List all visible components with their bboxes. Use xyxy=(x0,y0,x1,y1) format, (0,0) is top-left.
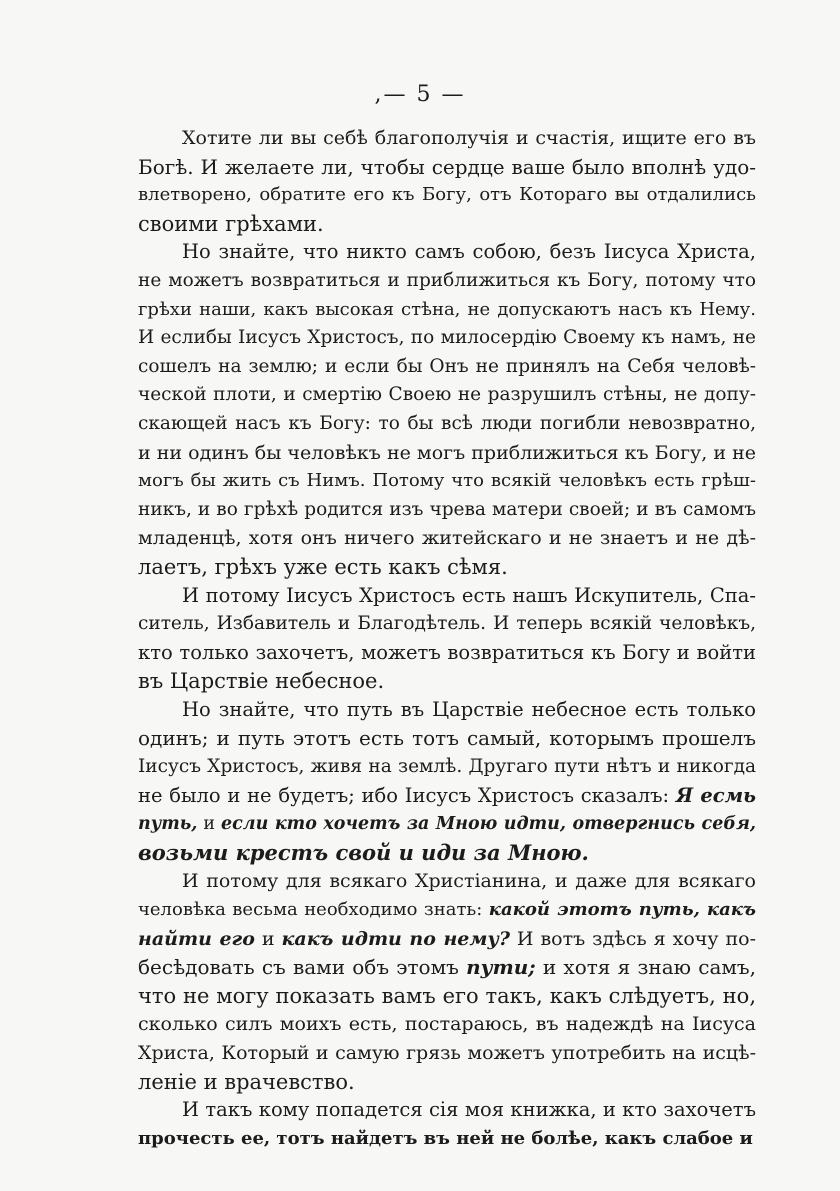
paragraph xyxy=(138,867,756,1096)
text-segment: И такъ кому попадется сія моя книжка, и кто захочетъ xyxy=(182,1098,756,1122)
text-segment: сколько силъ моихъ есть, постараюсь, въ надеждѣ на Іисуса xyxy=(138,1013,756,1036)
text-segment: И вотъ здѣсь я хочу по- xyxy=(509,927,756,950)
text-segment: и хотя я знаю самъ, xyxy=(535,955,756,980)
emphasized-text: путь, xyxy=(138,814,198,835)
text-line xyxy=(138,381,756,410)
text-segment: что не могу показать вамъ его такъ, какъ слѣдуетъ, но, xyxy=(138,983,756,1008)
text-line xyxy=(138,1068,756,1097)
paragraph xyxy=(138,696,756,868)
text-segment: Іисусъ Христосъ, живя на землѣ. Другаго пути нѣтъ и никогда xyxy=(138,756,756,778)
text-segment: могъ бы жить съ Нимъ. Потому что всякій человѣкъ есть грѣш- xyxy=(138,470,756,492)
text-line xyxy=(138,210,756,239)
text-segment: И потому Іисусъ Христосъ есть нашъ Искупитель, Спа- xyxy=(182,583,756,607)
text-line xyxy=(138,896,756,925)
text-segment: скающей насъ къ Богу: то бы всѣ люди погибли невозвратно, xyxy=(138,412,756,434)
text-line xyxy=(138,982,756,1011)
text-line xyxy=(138,1125,756,1154)
text-segment: И потому для всякаго Христіанина, и даже для всякаго xyxy=(182,870,756,893)
paragraph xyxy=(138,238,756,581)
text-segment: и xyxy=(254,927,282,950)
text-segment: никъ, и во грѣхѣ родится изъ чрева матери своей; и въ самомъ xyxy=(138,498,756,520)
paragraph xyxy=(138,582,756,696)
text-segment: младенцѣ, хотя онъ ничего житейскаго и не знаетъ и не дѣ- xyxy=(138,527,756,550)
paragraph xyxy=(138,124,756,238)
text-line xyxy=(138,667,756,696)
text-line xyxy=(138,524,756,553)
text-line xyxy=(138,553,756,582)
text-segment: одинъ; и путь этотъ есть тотъ самый, которымъ прошелъ xyxy=(138,726,756,751)
text-segment: Но знайте, что путь въ Царствіе небесное есть только xyxy=(182,697,756,721)
text-line xyxy=(138,410,756,439)
text-segment: сошелъ на землю; и если бы Онъ не принялъ на Себя человѣ- xyxy=(138,355,756,377)
text-line xyxy=(138,496,756,525)
text-line xyxy=(138,782,756,811)
text-segment: и xyxy=(197,814,221,835)
text-line xyxy=(138,753,756,782)
text-line xyxy=(138,181,756,210)
emphasized-text: если кто хочетъ за Мною идти, отвергнись себя, xyxy=(221,814,756,835)
text-line xyxy=(138,267,756,296)
emphasized-text: Я есмь xyxy=(675,783,756,807)
text-segment: человѣка весьма необходимо знать: xyxy=(138,899,489,921)
body-text xyxy=(138,124,756,1153)
text-segment: Но знайте, что никто самъ собою, безъ Іисуса Христа, xyxy=(182,240,756,264)
text-segment: не было и не будетъ; ибо Іисусъ Христосъ сказалъ: xyxy=(138,783,676,807)
text-segment: бесѣдовать съ вами объ этомъ xyxy=(138,955,467,980)
text-segment: и ни одинъ бы человѣкъ не могъ приближиться къ Богу, и не xyxy=(138,441,756,464)
text-line xyxy=(138,467,756,496)
text-line xyxy=(138,839,756,868)
text-line xyxy=(138,238,756,267)
text-line xyxy=(138,296,756,325)
text-line xyxy=(138,439,756,468)
text-line xyxy=(138,153,756,182)
text-segment: Христа, Который и самую грязь можетъ употребить на исцѣ- xyxy=(138,1042,756,1064)
text-segment: лаетъ, грѣхъ уже есть какъ сѣмя. xyxy=(138,554,508,579)
emphasized-text: возьми крестъ свой и иди за Мною. xyxy=(138,839,589,865)
text-line xyxy=(138,124,756,153)
text-segment: И еслибы Іисусъ Христосъ, по милосердію Своему къ намъ, не xyxy=(138,327,756,349)
text-segment: влетворено, обратите его къ Богу, отъ Котораго вы отдалились xyxy=(138,184,756,206)
text-segment: леніе и врачевство. xyxy=(138,1069,355,1094)
emphasized-text: какъ идти по нему? xyxy=(281,927,510,950)
emphasized-text: найти его xyxy=(138,927,255,950)
text-segment: ситель, Избавитель и Благодѣтель. И теперь всякій человѣкъ, xyxy=(138,613,756,635)
text-segment: не можетъ возвратиться и приближиться къ Богу, потому что xyxy=(138,269,756,291)
text-line xyxy=(138,1039,756,1068)
paragraph xyxy=(138,1096,756,1153)
text-line xyxy=(138,925,756,954)
text-segment: Богѣ. И желаете ли, чтобы сердце ваше было вполнѣ удо- xyxy=(138,154,756,179)
text-segment: ческой плоти, и смертію Своею не разрушилъ стѣны, не допу- xyxy=(138,384,756,406)
text-segment: Хотите ли вы себѣ благополучія и счастія, ищите его въ xyxy=(182,127,756,149)
text-line xyxy=(138,1010,756,1039)
text-line xyxy=(138,324,756,353)
text-line xyxy=(138,696,756,725)
page-number: ,— 5 — xyxy=(374,82,466,107)
text-line xyxy=(138,867,756,896)
text-line xyxy=(138,810,756,839)
text-segment: кто только захочетъ, можетъ возвратиться къ Богу и войти xyxy=(138,640,756,664)
text-segment: своими грѣхами. xyxy=(138,211,324,236)
text-line xyxy=(138,610,756,639)
text-segment: прочесть ее, тотъ найдетъ въ ней не болѣе, какъ слабое и xyxy=(138,1127,753,1149)
text-line xyxy=(138,639,756,668)
text-line xyxy=(138,724,756,753)
emphasized-text: какой этотъ путь, какъ xyxy=(488,899,756,921)
text-line xyxy=(138,1096,756,1125)
text-line xyxy=(138,353,756,382)
text-segment: въ Царствіе небесное. xyxy=(138,669,385,694)
text-line xyxy=(138,582,756,611)
text-segment: грѣхи наши, какъ высокая стѣна, не допускаютъ насъ къ Нему. xyxy=(138,298,756,320)
text-line xyxy=(138,953,756,982)
emphasized-text: пути; xyxy=(466,955,536,980)
